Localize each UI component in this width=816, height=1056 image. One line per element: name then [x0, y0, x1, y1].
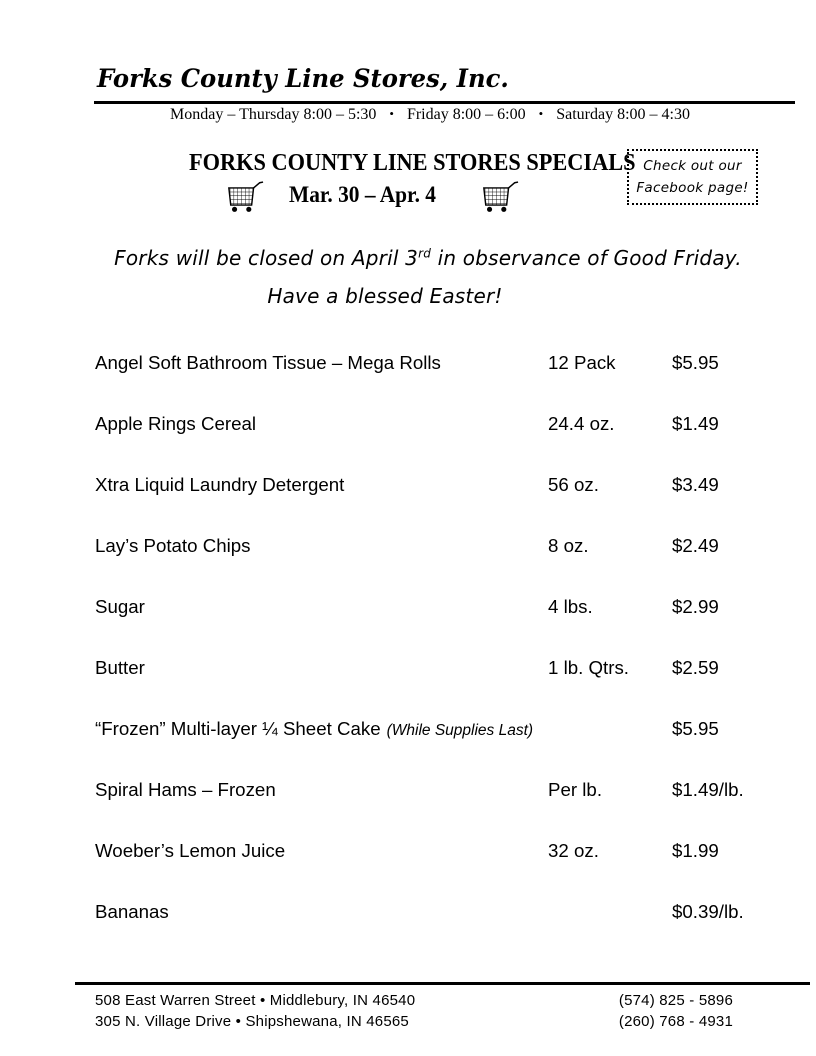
item-row — [95, 473, 755, 534]
closure-notice-line2: Have a blessed Easter! — [267, 284, 503, 308]
bullet-separator: • — [389, 106, 394, 121]
notice-text-suffix: in observance of Good Friday. — [431, 246, 742, 270]
footer-row — [95, 990, 733, 1011]
item-price: $5.95 — [672, 718, 719, 739]
closure-notice-line1 — [90, 246, 766, 270]
item-name-text: Apple Rings Cereal — [95, 413, 257, 434]
item-name-text: Xtra Liquid Laundry Detergent — [95, 474, 345, 495]
item-name — [95, 900, 548, 925]
item-price: $2.49 — [672, 535, 719, 556]
facebook-note-line2: Facebook page! — [636, 180, 749, 196]
store-address: 508 East Warren Street • Middlebury, IN 46540 — [95, 992, 416, 1009]
item-name-text: “Frozen” Multi-layer ¼ Sheet Cake — [95, 718, 381, 739]
item-name-text: Sugar — [95, 596, 145, 617]
notice-ordinal-suffix: rd — [418, 246, 432, 261]
item-price: $0.39/lb. — [672, 901, 744, 922]
item-row — [95, 778, 755, 839]
store-hours — [120, 106, 740, 124]
facebook-callout-box — [627, 149, 758, 205]
item-row — [95, 412, 755, 473]
specials-title: FORKS COUNTY LINE STORES SPECIALS — [189, 150, 636, 176]
store-phone: (260) 768 - 4931 — [618, 1013, 733, 1030]
item-name-text: Butter — [95, 657, 145, 678]
item-name — [95, 839, 548, 864]
company-name: Forks County Line Stores, Inc. — [97, 64, 509, 93]
shopping-cart-icon — [226, 180, 264, 213]
item-note: (While Supplies Last) — [386, 722, 534, 739]
item-name — [95, 351, 548, 376]
hours-mon-thu: Monday – Thursday 8:00 – 5:30 — [170, 106, 377, 123]
notice-text-prefix: Forks will be closed on April 3 — [114, 246, 419, 270]
bullet-separator: • — [538, 106, 544, 121]
item-price: $1.99 — [672, 840, 719, 861]
item-row — [95, 351, 755, 412]
header-divider — [94, 101, 795, 104]
specials-date-range: Mar. 30 – Apr. 4 — [289, 182, 436, 207]
footer-divider — [75, 982, 810, 985]
item-price: $1.49/lb. — [672, 779, 744, 800]
item-row — [95, 595, 755, 656]
item-name-text: Spiral Hams – Frozen — [95, 779, 276, 800]
item-name — [95, 473, 548, 498]
item-row — [95, 900, 755, 961]
item-size: Per lb. — [548, 779, 603, 800]
store-phone: (574) 825 - 5896 — [618, 992, 733, 1009]
item-name — [95, 412, 548, 437]
item-name-text: Woeber’s Lemon Juice — [95, 840, 286, 861]
item-name — [95, 534, 548, 559]
hours-friday: Friday 8:00 – 6:00 — [406, 106, 526, 123]
item-size: 1 lb. Qtrs. — [548, 657, 630, 678]
item-row — [95, 656, 755, 717]
items-list — [95, 351, 755, 961]
item-size: 12 Pack — [548, 352, 616, 373]
item-size: 56 oz. — [548, 474, 599, 495]
item-price: $5.95 — [672, 352, 719, 373]
item-size: 8 oz. — [548, 535, 589, 556]
store-address: 305 N. Village Drive • Shipshewana, IN 46565 — [95, 1013, 409, 1030]
item-name — [95, 717, 548, 742]
item-name — [95, 595, 548, 620]
item-price: $2.59 — [672, 657, 719, 678]
item-size: 4 lbs. — [548, 596, 593, 617]
item-name — [95, 656, 548, 681]
item-price: $1.49 — [672, 413, 719, 434]
shopping-cart-icon — [481, 180, 519, 213]
item-row — [95, 839, 755, 900]
footer — [95, 990, 733, 1032]
item-size: 24.4 oz. — [548, 413, 615, 434]
facebook-note-line1: Check out our — [643, 158, 742, 174]
footer-row — [95, 1011, 733, 1032]
item-row — [95, 534, 755, 595]
item-name — [95, 778, 548, 803]
item-name-text: Bananas — [95, 901, 169, 922]
item-size: 32 oz. — [548, 840, 599, 861]
hours-saturday: Saturday 8:00 – 4:30 — [556, 106, 690, 123]
item-row — [95, 717, 755, 778]
item-name-text: Lay’s Potato Chips — [95, 535, 251, 556]
item-price: $3.49 — [672, 474, 719, 495]
item-name-text: Angel Soft Bathroom Tissue – Mega Rolls — [95, 352, 441, 373]
item-price: $2.99 — [672, 596, 719, 617]
